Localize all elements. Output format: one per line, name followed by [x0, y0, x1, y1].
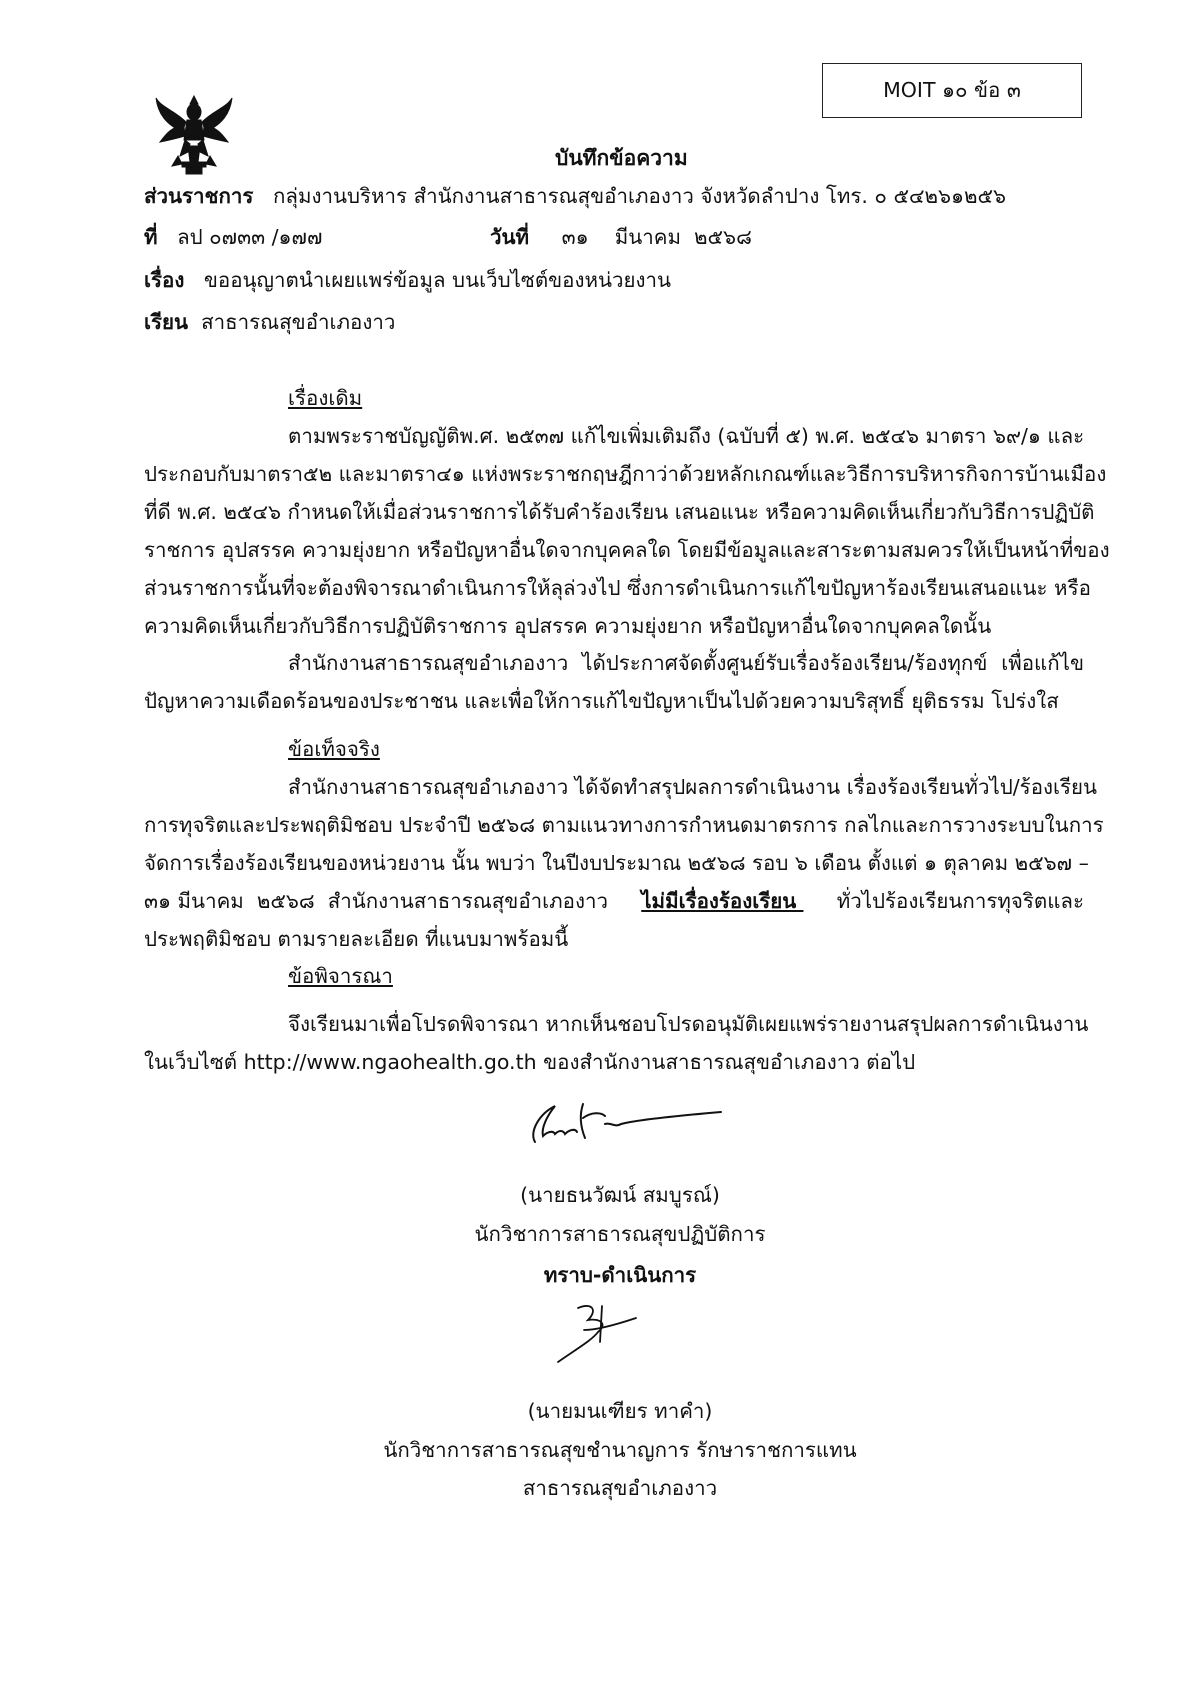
facts-heading: ข้อเท็จจริง	[288, 737, 380, 761]
agency-value: กลุ่มงานบริหาร สำนักงานสาธารณสุขอำเภองาว จังหวัดลำปาง โทร. ๐ ๕๔๒๖๑๒๕๖	[272, 184, 1007, 208]
approval-note: ทราบ-ดำเนินการ	[543, 1263, 697, 1287]
signer2-position: นักวิชาการสาธารณสุขชำนาญการ รักษาราชการแทน	[383, 1438, 857, 1462]
signer1-position: นักวิชาการสาธารณสุขปฏิบัติการ	[474, 1222, 766, 1246]
doc-number-label: ที่	[144, 225, 158, 249]
background-line: ปัญหาความเดือดร้อนของประชาชน และเพื่อให้การแก้ไขปัญหาเป็นไปด้วยความบริสุทธิ์ ยุติธรรม โปร่งใส	[144, 689, 1059, 713]
background-line: ความคิดเห็นเกี่ยวกับวิธีการปฏิบัติราชการ อุปสรรค ความยุ่งยาก หรือปัญหาอื่นใดจากบุคคลใดนั้น	[144, 614, 992, 638]
signer1-name: (นายธนวัฒน์ สมบูรณ์)	[520, 1183, 720, 1207]
subject-label: เรื่อง	[144, 268, 185, 292]
date-value: ๓๑ มีนาคม ๒๕๖๘	[561, 225, 752, 249]
no-complaints-highlight: ไม่มีเรื่องร้องเรียน	[641, 889, 804, 913]
facts-line	[144, 883, 1084, 920]
background-line: ตามพระราชบัญญัติพ.ศ. ๒๕๓๗ แก้ไขเพิ่มเติมถึง (ฉบับที่ ๕) พ.ศ. ๒๕๔๖ มาตรา ๖๙/๑ และ	[288, 424, 1085, 448]
doc-number-row	[144, 219, 322, 256]
date-label: วันที่	[490, 225, 530, 249]
background-line: ที่ดี พ.ศ. ๒๕๔๖ กำหนดให้เมื่อส่วนราชการได้รับคำร้องเรียน เสนอแนะ หรือความคิดเห็นเกี่ยวกับวิธีการปฏิบัติ	[144, 500, 1095, 524]
facts-line: จัดการเรื่องร้องเรียนของหน่วยงาน นั้น พบว่า ในปีงบประมาณ ๒๕๖๘ รอบ ๖ เดือน ตั้งแต่ ๑ ตุลาคม ๒๕๖๗ –	[144, 851, 1089, 875]
signature-2	[548, 1300, 648, 1370]
page-title: บันทึกข้อความ	[555, 146, 688, 170]
facts-line: ประพฤติมิชอบ ตามรายละเอียด ที่แนบมาพร้อมนี้	[144, 927, 569, 951]
agency-label: ส่วนราชการ	[144, 184, 254, 208]
reference-box	[822, 63, 1082, 118]
background-line: ราชการ อุปสรรค ความยุ่งยาก หรือปัญหาอื่นใดจากบุคคลใด โดยมีข้อมูลและสาระตามสมควรให้เป็นหน้าที่ของ	[144, 538, 1110, 562]
reference-text: MOIT ๑๐ ข้อ ๓	[883, 78, 1021, 102]
background-line: สำนักงานสาธารณสุขอำเภองาว ได้ประกาศจัดตั้งศูนย์รับเรื่องร้องเรียน/ร้องทุกข์ เพื่อแก้ไข	[288, 651, 1084, 675]
signature-1	[525, 1092, 725, 1152]
background-line: ประกอบกับมาตรา๕๒ และมาตรา๔๑ แห่งพระราชกฤษฎีกาว่าด้วยหลักเกณฑ์และวิธีการบริหารกิจการบ้านเมือง	[144, 462, 1107, 486]
addressee-label: เรียน	[144, 310, 189, 334]
consideration-line: จึงเรียนมาเพื่อโปรดพิจารณา หากเห็นชอบโปรดอนุมัติเผยแพร่รายงานสรุปผลการดำเนินงาน	[288, 1012, 1089, 1036]
signer2-title: สาธารณสุขอำเภองาว	[522, 1476, 718, 1500]
garuda-emblem-icon	[152, 90, 236, 180]
facts-line-text: ทั่วไปร้องเรียนการทุจริตและ	[830, 889, 1084, 913]
date-row	[490, 219, 752, 256]
consideration-line: ในเว็บไซต์ http://www.ngaohealth.go.th ของสำนักงานสาธารณสุขอำเภองาว ต่อไป	[144, 1050, 916, 1074]
background-heading: เรื่องเดิม	[288, 386, 363, 410]
addressee-row	[144, 304, 395, 341]
background-line: ส่วนราชการนั้นที่จะต้องพิจารณาดำเนินการให้ลุล่วงไป ซึ่งการดำเนินการแก้ไขปัญหาร้องเรียนเสนอแนะ หรือ	[144, 576, 1091, 600]
addressee-value: สาธารณสุขอำเภองาว	[201, 310, 396, 334]
facts-line: สำนักงานสาธารณสุขอำเภองาว ได้จัดทำสรุปผลการดำเนินงาน เรื่องร้องเรียนทั่วไป/ร้องเรียน	[288, 775, 1098, 799]
subject-value: ขออนุญาตนำเผยแพร่ข้อมูล บนเว็บไซต์ของหน่วยงาน	[203, 268, 672, 292]
signer2-name: (นายมนเฑียร ทาคำ)	[527, 1399, 713, 1423]
facts-line: การทุจริตและประพฤติมิชอบ ประจำปี ๒๕๖๘ ตามแนวทางการกำหนดมาตรการ กลไกและการวางระบบในการ	[144, 813, 1104, 837]
facts-line-text: ๓๑ มีนาคม ๒๕๖๘ สำนักงานสาธารณสุขอำเภองาว	[144, 889, 615, 913]
agency-row	[144, 178, 1006, 215]
subject-row	[144, 262, 671, 299]
doc-number-value: ลป ๐๗๓๓ /๑๗๗	[177, 225, 323, 249]
consideration-heading: ข้อพิจารณา	[288, 964, 393, 988]
